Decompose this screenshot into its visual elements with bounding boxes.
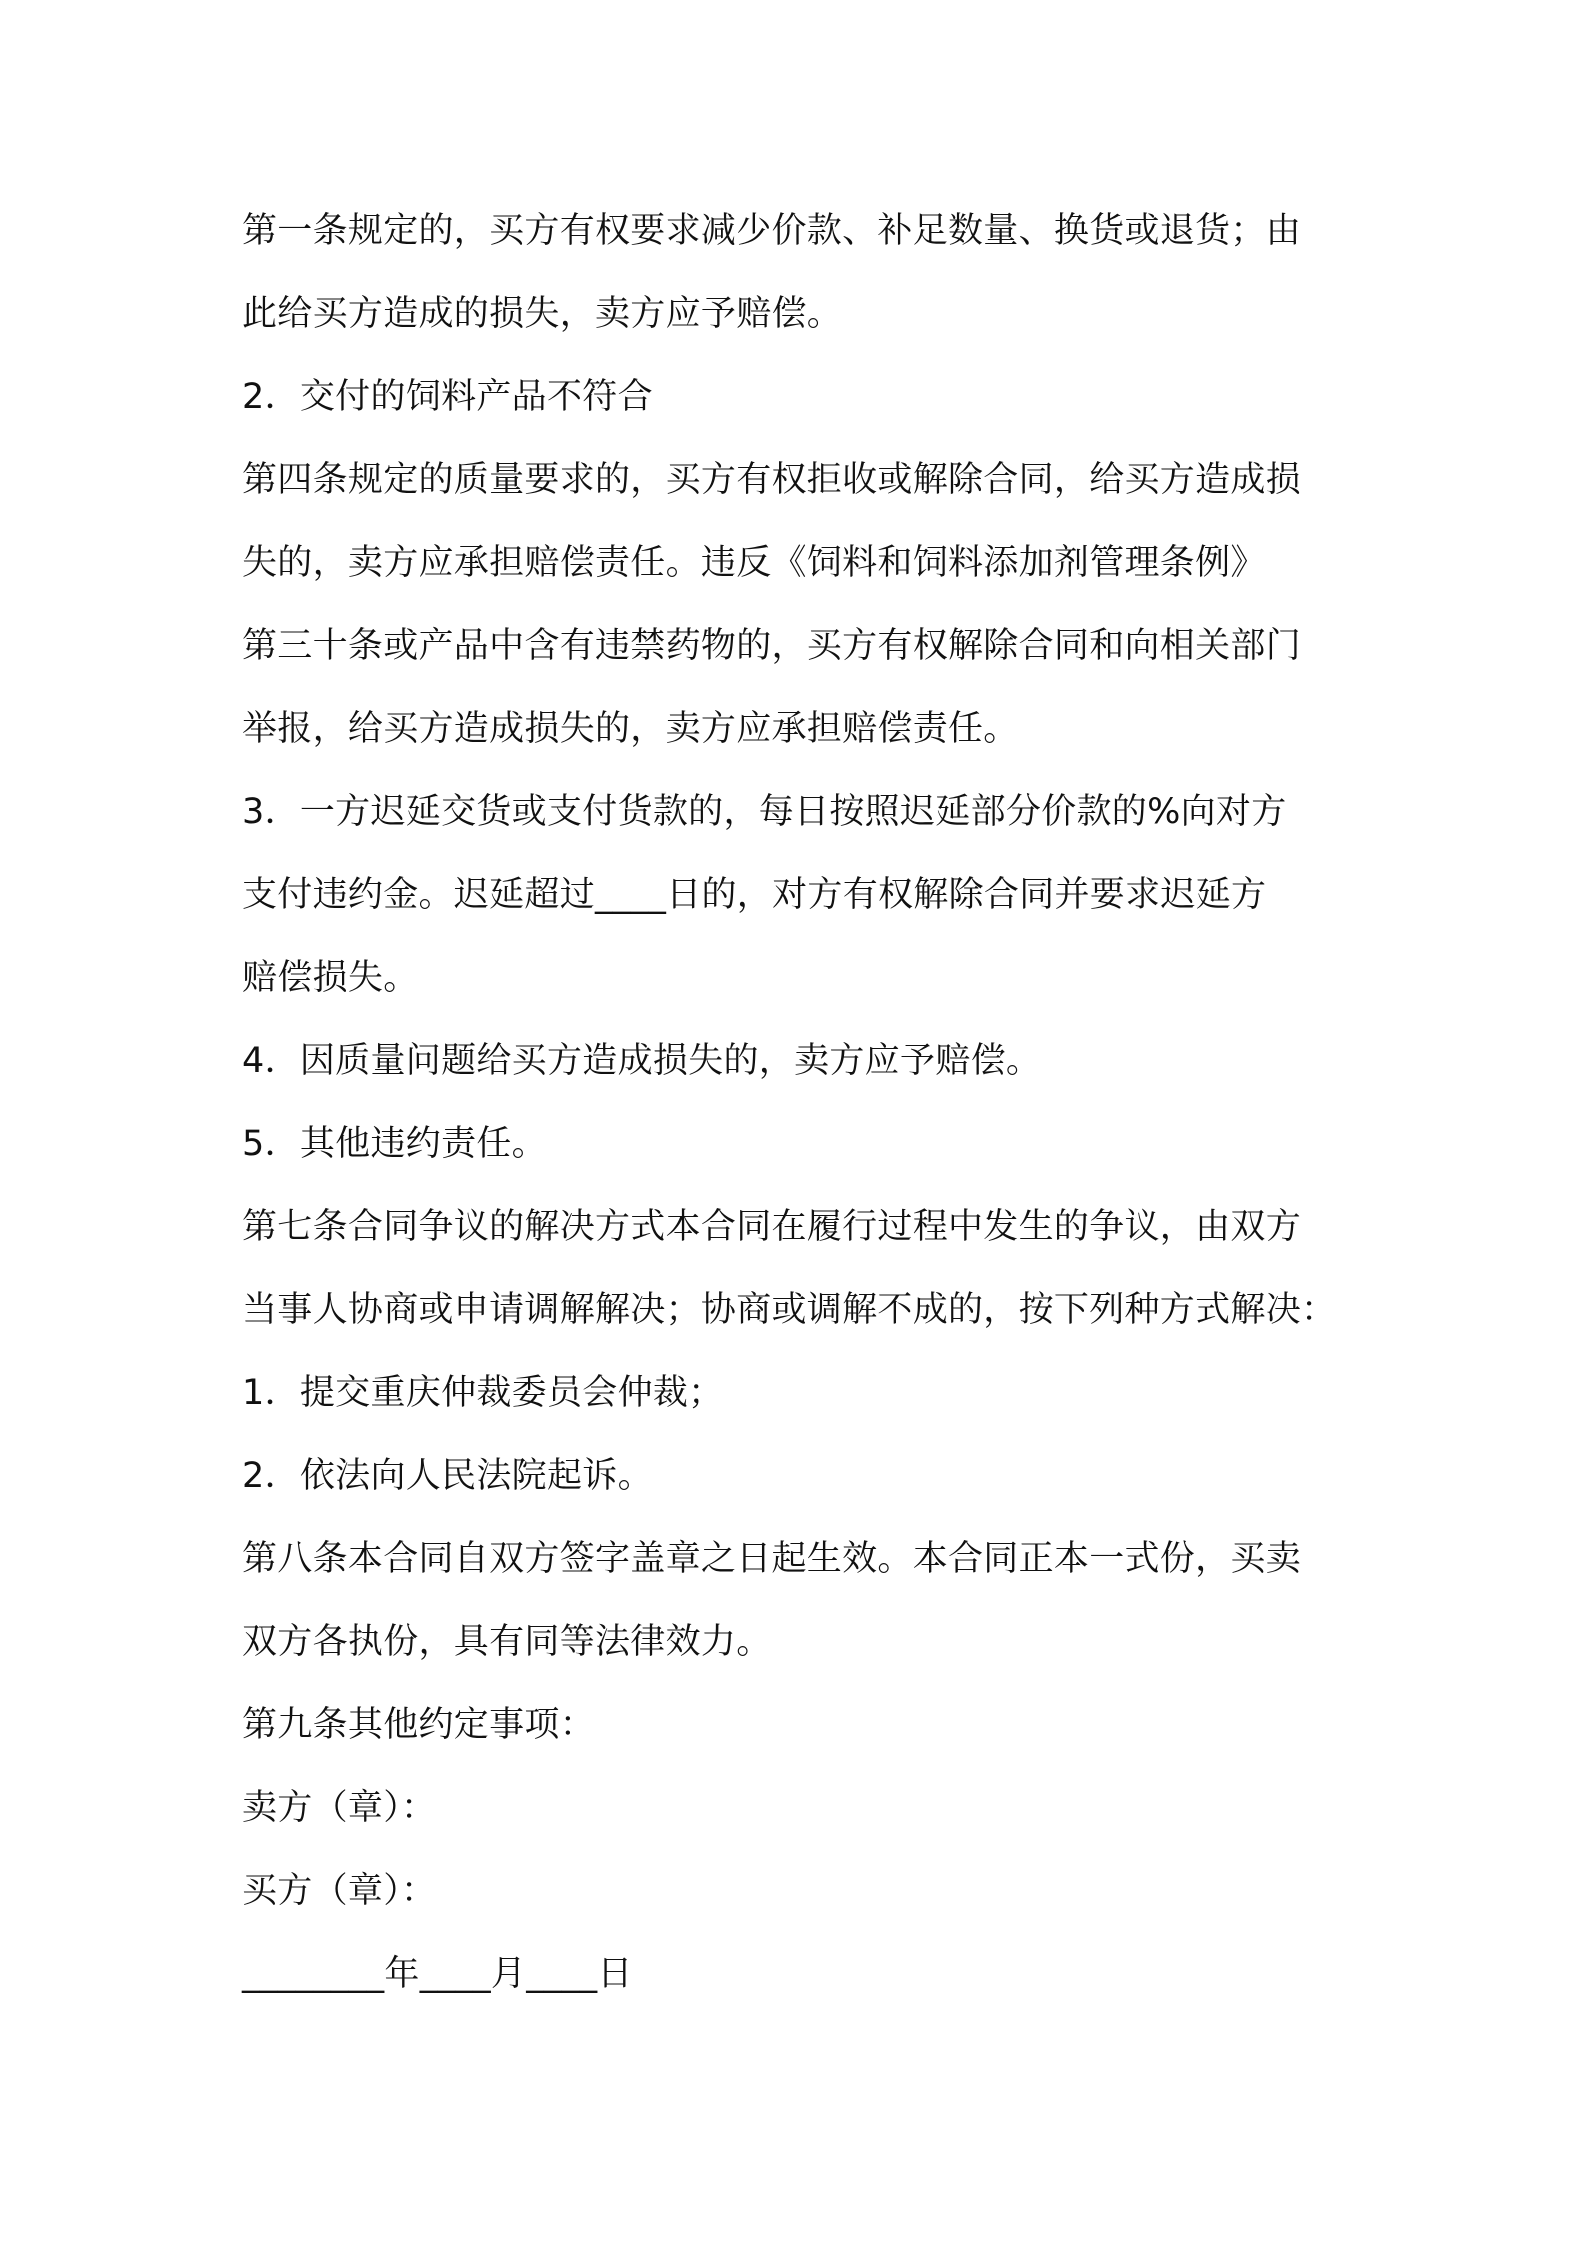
text-line: 4．因质量问题给买方造成损失的，卖方应予赔偿。 bbox=[242, 1041, 1042, 1081]
text-line: 1．提交重庆仲裁委员会仲裁； bbox=[242, 1373, 724, 1413]
text-line: 支付违约金。迟延超过____日的，对方有权解除合同并要求迟延方 bbox=[242, 875, 1267, 915]
text-line: 双方各执份，具有同等法律效力。 bbox=[242, 1622, 772, 1662]
text-line: 举报，给买方造成损失的，卖方应承担赔偿责任。 bbox=[242, 709, 1019, 749]
text-line: 第七条合同争议的解决方式本合同在履行过程中发生的争议，由双方 bbox=[242, 1207, 1302, 1247]
text-line: 当事人协商或申请调解解决；协商或调解不成的，按下列种方式解决： bbox=[242, 1290, 1337, 1330]
text-line: 2．交付的饲料产品不符合 bbox=[242, 377, 653, 417]
text-line: 第八条本合同自双方签字盖章之日起生效。本合同正本一式份，买卖 bbox=[242, 1539, 1302, 1579]
seller-seal-line: 卖方（章）： bbox=[242, 1788, 437, 1828]
text-line: 失的，卖方应承担赔偿责任。违反《饲料和饲料添加剂管理条例》 bbox=[242, 543, 1266, 583]
text-line: 2．依法向人民法院起诉。 bbox=[242, 1456, 653, 1496]
text-line: 第一条规定的，买方有权要求减少价款、补足数量、换货或退货；由 bbox=[242, 211, 1302, 251]
text-line: 此给买方造成的损失，卖方应予赔偿。 bbox=[242, 294, 843, 334]
text-line: 第四条规定的质量要求的，买方有权拒收或解除合同，给买方造成损 bbox=[242, 460, 1302, 500]
text-line: 5．其他违约责任。 bbox=[242, 1124, 547, 1164]
text-line: 第九条其他约定事项： bbox=[242, 1705, 596, 1745]
buyer-seal-line: 买方（章）： bbox=[242, 1871, 437, 1911]
document-body bbox=[242, 197, 1362, 2023]
text-line: 赔偿损失。 bbox=[242, 958, 419, 998]
date-line: ________年____月____日 bbox=[242, 1954, 633, 1994]
text-line: 第三十条或产品中含有违禁药物的，买方有权解除合同和向相关部门 bbox=[242, 626, 1302, 666]
text-line: 3．一方迟延交货或支付货款的，每日按照迟延部分价款的%向对方 bbox=[242, 792, 1287, 832]
